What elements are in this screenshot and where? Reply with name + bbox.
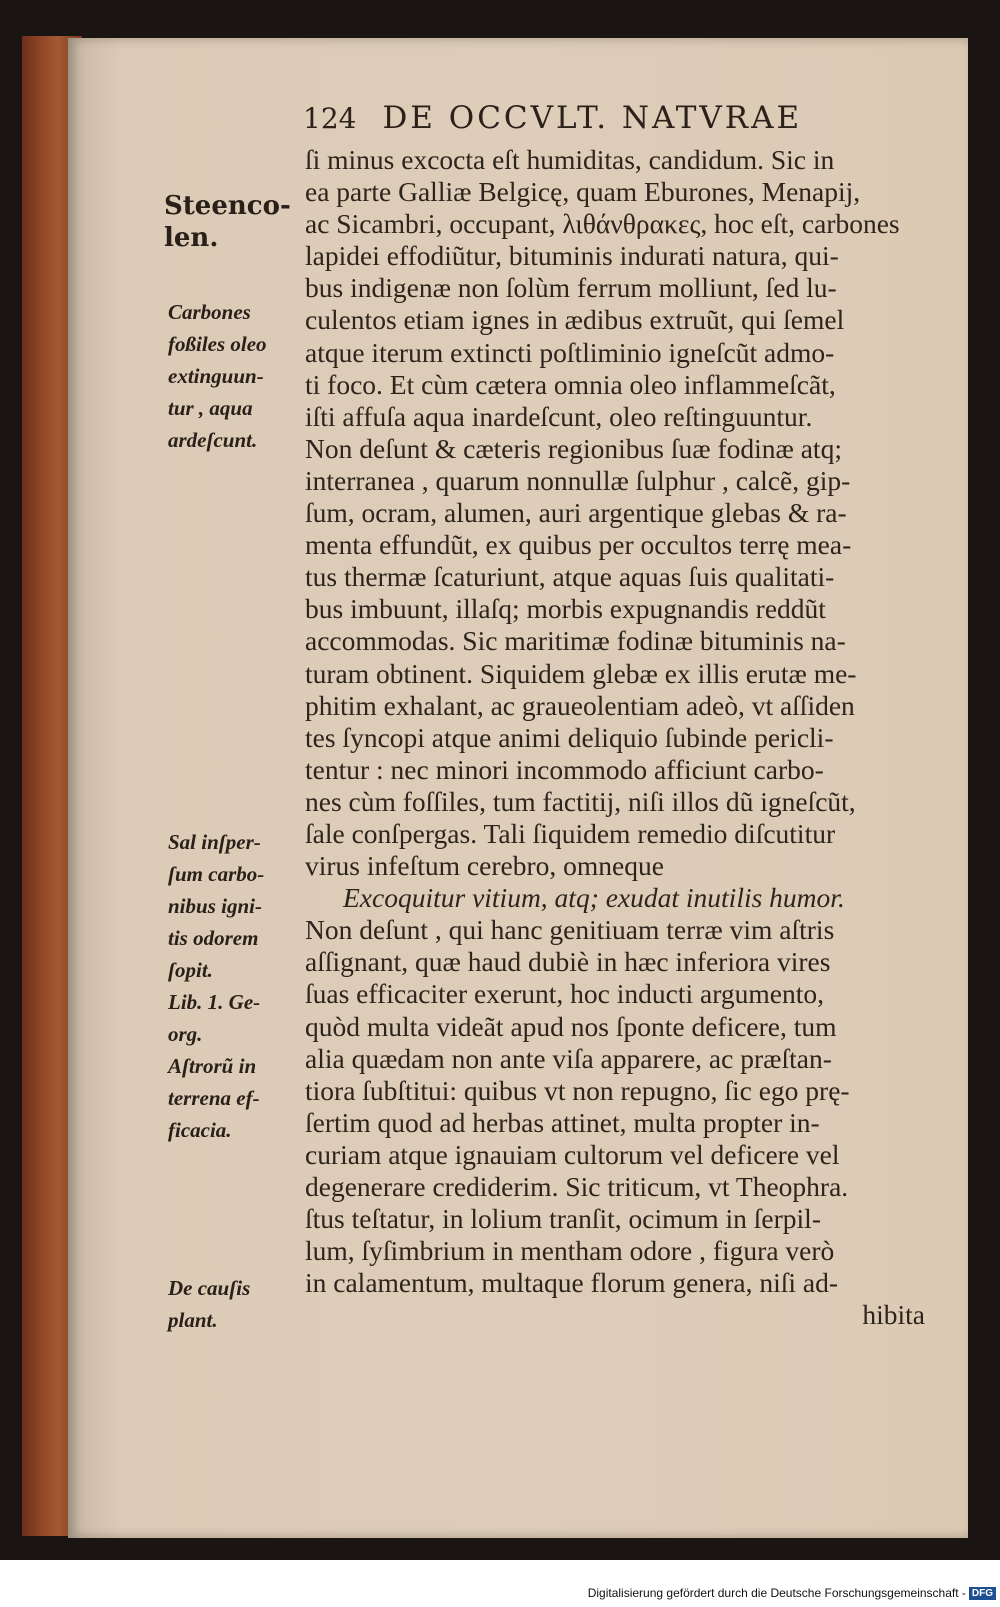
margin-line: tis odorem <box>168 926 259 950</box>
text-line: ea parte Galliæ Belgicę, quam Eburones, Menapij, <box>305 176 861 208</box>
margin-line: ſopit. <box>168 958 213 982</box>
text-line: bus indigenæ non ſolùm ferrum molliunt, ſed lu- <box>305 272 837 304</box>
text-line: turam obtinent. Siquidem glebæ ex illis erutæ me- <box>305 657 857 689</box>
margin-line: Lib. 1. Ge- <box>168 990 261 1014</box>
text-line: ti foco. Et cùm cætera omnia oleo inflammeſcãt, <box>305 368 836 400</box>
text-line: ac Sicambri, occupant, λιθάνθρακες, hoc eſt, carbones <box>305 208 900 240</box>
text-line: alia quædam non ante viſa apparere, ac præſtan- <box>305 1042 832 1074</box>
margin-line: terrena ef- <box>168 1086 260 1110</box>
text-line: Non deſunt & cæteris regionibus ſuæ fodinæ atq; <box>305 432 842 464</box>
text-line: iſti affuſa aqua inardeſcunt, oleo reſtinguuntur. <box>305 400 813 432</box>
text-line: atque iterum extincti poſtliminio igneſcũt admo- <box>305 336 835 368</box>
text-line: interranea , quarum nonnullæ ſulphur , calcẽ, gip- <box>305 464 851 496</box>
margin-line: plant. <box>168 1308 218 1332</box>
text-line: ſum, ocram, alumen, auri argentique glebas & ra- <box>305 497 847 529</box>
gothic-margin-note <box>164 190 291 254</box>
text-line: Non deſunt , qui hanc genitiuam terræ vim aſtris <box>305 914 835 946</box>
body-text <box>305 144 925 1331</box>
text-line: ſale conſpergas. Tali ſiquidem remedio diſcutitur <box>305 817 836 849</box>
text-line: bus imbuunt, illaſq; morbis expugnandis reddũt <box>305 593 826 625</box>
text-line: ſuas efficaciter exerunt, hoc inducti argumento, <box>305 978 824 1010</box>
text-line: lum, ſyſimbrium in mentham odore , figura verò <box>305 1235 835 1267</box>
margin-line: De cauſis <box>168 1276 251 1300</box>
credit-text: Digitalisierung gefördert durch die Deutsche Forschungsgemeinschaft - <box>587 1586 966 1600</box>
catchword: hibita <box>862 1299 925 1331</box>
running-head: DE OCCVLT. NATVRAE <box>382 100 803 136</box>
text-line: ſertim quod ad herbas attinet, multa propter in- <box>305 1106 820 1138</box>
digitization-credit <box>588 1586 996 1600</box>
text-line: accommodas. Sic maritimæ fodinæ bituminis na- <box>305 625 846 657</box>
margin-line: ardeſcunt. <box>168 428 258 452</box>
text-line: ſtus teſtatur, in lolium tranſit, ocimum in ſerpil- <box>305 1203 821 1235</box>
margin-line: foßiles oleo <box>168 332 267 356</box>
text-line: aſſignant, quæ haud dubiè in hæc inferiora vires <box>305 946 831 978</box>
margin-note-carbones <box>168 296 267 456</box>
text-line: ſi minus excocta eſt humiditas, candidum. Sic in <box>305 144 835 175</box>
margin-line: extinguun- <box>168 364 264 388</box>
verse-line: Excoquitur vitium, atq; exudat inutilis humor. <box>343 882 845 914</box>
text-line: phitim exhalant, ac graueolentiam adeò, vt aſſiden <box>305 689 855 721</box>
gothic-line: len. <box>164 223 219 253</box>
text-line: tus thermæ ſcaturiunt, atque aquas ſuis qualitati- <box>305 561 835 593</box>
text-line: tiora ſubſtitui: quibus vt non repugno, ſic ego prę- <box>305 1074 850 1106</box>
text-line: degenerare crediderim. Sic triticum, vt Theophra. <box>305 1171 849 1202</box>
margin-line: Sal inſper- <box>168 830 261 854</box>
margin-note-sal <box>168 826 264 986</box>
margin-line: Aſtrorũ in <box>168 1054 257 1078</box>
text-line: quòd multa videãt apud nos ſponte deficere, tum <box>305 1010 837 1042</box>
gothic-line: Steenco- <box>164 191 291 221</box>
text-line: nes cùm foſſiles, tum factitij, niſi illos dũ igneſcũt, <box>305 785 856 817</box>
margin-note-causis <box>168 1272 250 1336</box>
margin-note-astrorum <box>168 1050 260 1146</box>
text-line: lapidei effodiũtur, bituminis indurati natura, qui- <box>305 240 839 272</box>
text-line: virus infeſtum cerebro, omneque <box>305 850 664 882</box>
margin-line: nibus igni- <box>168 894 262 918</box>
margin-note-lib <box>168 986 260 1050</box>
page-number: 124 <box>303 102 357 135</box>
margin-line: ficacia. <box>168 1118 232 1142</box>
margin-line: org. <box>168 1022 203 1046</box>
text-line: culentos etiam ignes in ædibus extruũt, qui ſemel <box>305 304 845 336</box>
margin-line: Carbones <box>168 300 251 324</box>
text-line: tes ſyncopi atque animi deliquio ſubinde pericli- <box>305 721 834 753</box>
dfg-logo-icon: DFG <box>969 1587 996 1600</box>
margin-line: ſum carbo- <box>168 862 265 886</box>
margin-line: tur , aqua <box>168 396 253 420</box>
text-line: menta effundũt, ex quibus per occultos terrę mea- <box>305 529 852 561</box>
text-line: in calamentum, multaque florum genera, niſi ad- <box>305 1267 839 1299</box>
text-line: curiam atque ignauiam cultorum vel deficere vel <box>305 1138 840 1170</box>
page-header <box>303 100 883 136</box>
text-line: tentur : nec minori incommodo afficiunt carbo- <box>305 753 824 785</box>
